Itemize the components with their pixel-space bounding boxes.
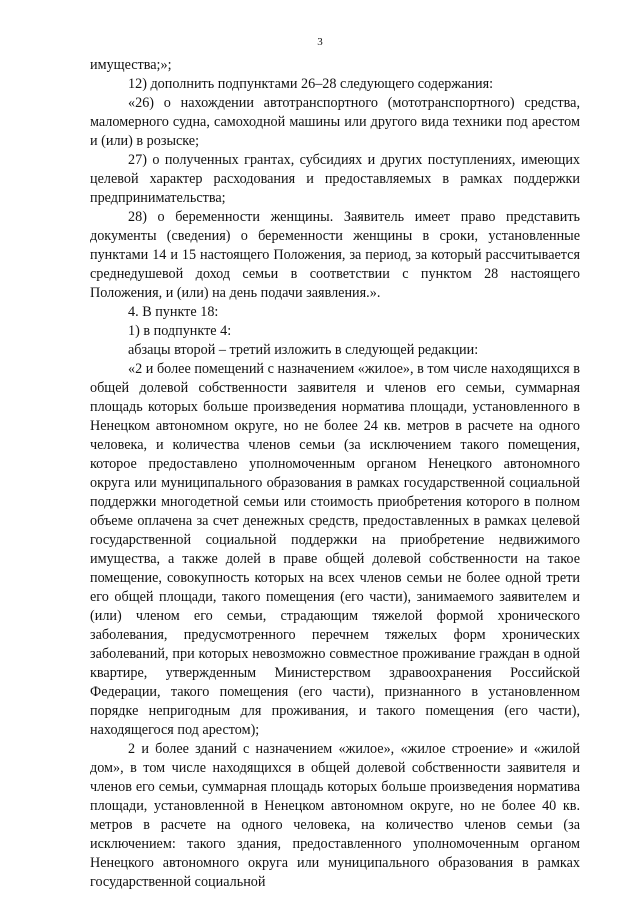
paragraph: 4. В пункте 18:	[128, 304, 219, 320]
document-body	[90, 56, 580, 892]
paragraph: абзацы второй – третий изложить в следующей редакции:	[128, 342, 479, 358]
paragraph: 1) в подпункте 4:	[128, 323, 232, 339]
paragraph: 2 и более зданий с назначением «жилое», «жилое строение» и «жилой дом», в том числе находящихся в общей долевой собственности заявителя и членов его семьи, суммарная площадь которых больше произведения норматива площади, установленной в Ненецком автономном округе, но не более 40 кв. метров в расчете на одного человека, на количество членов семьи (за исключением: такого здания, предоставленного уполномоченным органом Ненецкого автономного округа или муниципального образования в рамках государственной социальной	[90, 741, 580, 890]
paragraph: «26) о нахождении автотранспортного (мототранспортного) средства, маломерного судна, самоходной машины или другого вида техники под арестом и (или) в розыске;	[90, 95, 580, 149]
paragraph: 28) о беременности женщины. Заявитель имеет право представить документы (сведения) о беременности женщины в сроки, установленные пунктами 14 и 15 настоящего Положения, за период, за который рассчитывается среднедушевой доход семьи в соответствии с пунктом 28 настоящего Положения, и (или) на день подачи заявления.».	[90, 209, 580, 301]
paragraph: 12) дополнить подпунктами 26–28 следующего содержания:	[128, 76, 494, 92]
paragraph: «2 и более помещений с назначением «жилое», в том числе находящихся в общей долевой собственности заявителя и членов его семьи, суммарная площадь которых больше произведения норматива площади, установленного в Ненецком автономном округе, но не более 24 кв. метров в расчете на одного человека, и количества членов семьи (за исключением такого помещения, которое предоставлено уполномоченным органом Ненецкого автономного округа или муниципального образования в рамках государственной социальной поддержки многодетной семьи или стоимость приобретения которого в полном объеме оплачена за счет денежных средств, предоставленных в рамках целевой государственной социальной поддержки на приобретение недвижимого имущества, а также долей в праве общей долевой собственности на такое помещение, совокупность которых на всех членов семьи не более одной трети его общей площади, такого помещения (его части), занимаемого заявителем и (или) членом его семьи, страдающим тяжелой формой хронического заболевания, предусмотренного перечнем тяжелых форм хронических заболеваний, при которых невозможно совместное проживание граждан в одной квартире, утвержденным Министерством здравоохранения Российской Федерации, такого помещения (его части), признанного в установленном порядке непригодным для проживания, и такого помещения (его части), находящегося под арестом);	[90, 361, 580, 738]
paragraph: имущества;»;	[90, 57, 172, 73]
page-number: 3	[317, 36, 323, 48]
paragraph: 27) о полученных грантах, субсидиях и других поступлениях, имеющих целевой характер расходования и предоставляемых в рамках поддержки предпринимательства;	[90, 152, 580, 206]
